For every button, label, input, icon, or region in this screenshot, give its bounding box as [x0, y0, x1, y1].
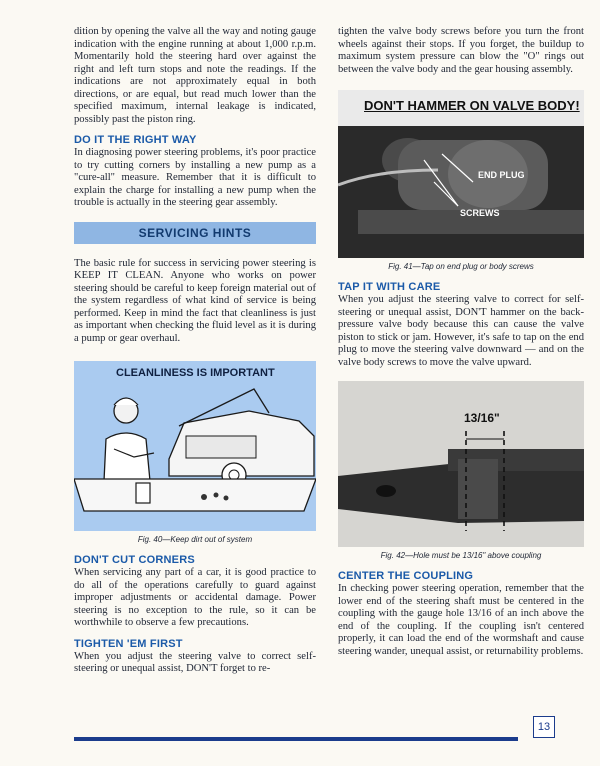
- heading-do-it-right-way: DO IT THE RIGHT WAY: [74, 134, 197, 146]
- servicing-hints-banner: SERVICING HINTS: [74, 222, 316, 244]
- body-paragraph: When you adjust the steering valve to correct self-steering or unequal assist, DON'T forget to re-: [74, 650, 316, 674]
- coupling-photo: [338, 381, 584, 547]
- body-paragraph: In checking power steering operation, remember that the lower end of the steering shaft must be centered in the coupling with the gauge hole 13/16 of an inch above the end of the coupling. If the coupling isn't centered properly, it can load the end of the wormshaft and cause steering wander, unequal assist, or returnability problems.: [338, 583, 584, 657]
- figure-41-title: DON'T HAMMER ON VALVE BODY!: [364, 98, 580, 113]
- heading-center-the-coupling: CENTER THE COUPLING: [338, 570, 474, 582]
- screws-label: SCREWS: [460, 208, 500, 218]
- heading-tighten-em-first: TIGHTEN 'EM FIRST: [74, 637, 183, 650]
- heading-dont-cut-corners: DON'T CUT CORNERS: [74, 554, 195, 566]
- heading-tap-it-with-care: TAP IT WITH CARE: [338, 281, 441, 293]
- body-paragraph: In diagnosing power steering problems, it's poor practice to try cutting corners by installing a new pump as a "cure-all" measure. Remember that it is difficult to explain the charge for installing a new pump when the trouble is actually in the steering gear assembly.: [74, 147, 316, 208]
- body-paragraph: When servicing any part of a car, it is good practice to do all of the operations carefully to guard against improper adjustments or accidental damage. Power steering is no exception to the rule, so it can be worthwhile to observe a few precautions.: [74, 567, 316, 628]
- body-paragraph: When you adjust the steering valve to correct for self-steering or unequal assist, DON'T hammer on the back-pressure valve body because this can cause the valve piston to stick or jam. However, it's safe to tap on the end plug to move the steering valve downward — and on the valve body screws to move the valve upward.: [338, 294, 584, 368]
- figure-40-illustration: [74, 361, 316, 531]
- end-plug-label: END PLUG: [478, 170, 525, 180]
- figure-40-caption: Fig. 40—Keep dirt out of system: [137, 535, 253, 544]
- body-paragraph: tighten the valve body screws before you turn the front wheels against their stops. If you forget, the buildup to maximum system pressure can blow the "O" rings out between the valve body and the gear housing assembly.: [338, 26, 584, 75]
- right-column: [338, 26, 584, 658]
- dimension-label: 13/16": [464, 411, 500, 425]
- figure-42-caption: Fig. 42—Hole must be 13/16" above coupling: [380, 551, 542, 560]
- figure-42-photo: [338, 381, 584, 547]
- page-number: 13: [533, 716, 555, 738]
- body-paragraph: The basic rule for success in servicing power steering is KEEP IT CLEAN. Anyone who works on power steering should be careful to keep foreign material out of the system regardless of what kind of service is being performed. Keep in mind the fact that cleanliness is just as important when checking the fluid level as it is during a pump or gear overhaul.: [74, 257, 316, 344]
- figure-41-photo: [338, 90, 584, 258]
- left-column: [74, 26, 316, 676]
- mechanic-drawing: [74, 361, 316, 531]
- figure-41-caption: Fig. 41—Tap on end plug or body screws: [388, 262, 534, 271]
- figure-40-title: CLEANLINESS IS IMPORTANT: [116, 367, 275, 379]
- body-paragraph: dition by opening the valve all the way and noting gauge indication with the engine running at about 1,000 r.p.m. Momentarily hold the steering hard over against the right and left turn stops and note the readings. If the indications are not approximately equal in both directions, or are equal, but read much lower than the specified maximum, internal leakage is indicated, possibly past the piston ring.: [74, 26, 316, 125]
- footer-rule: [74, 737, 518, 741]
- valve-body-photo: [338, 90, 584, 258]
